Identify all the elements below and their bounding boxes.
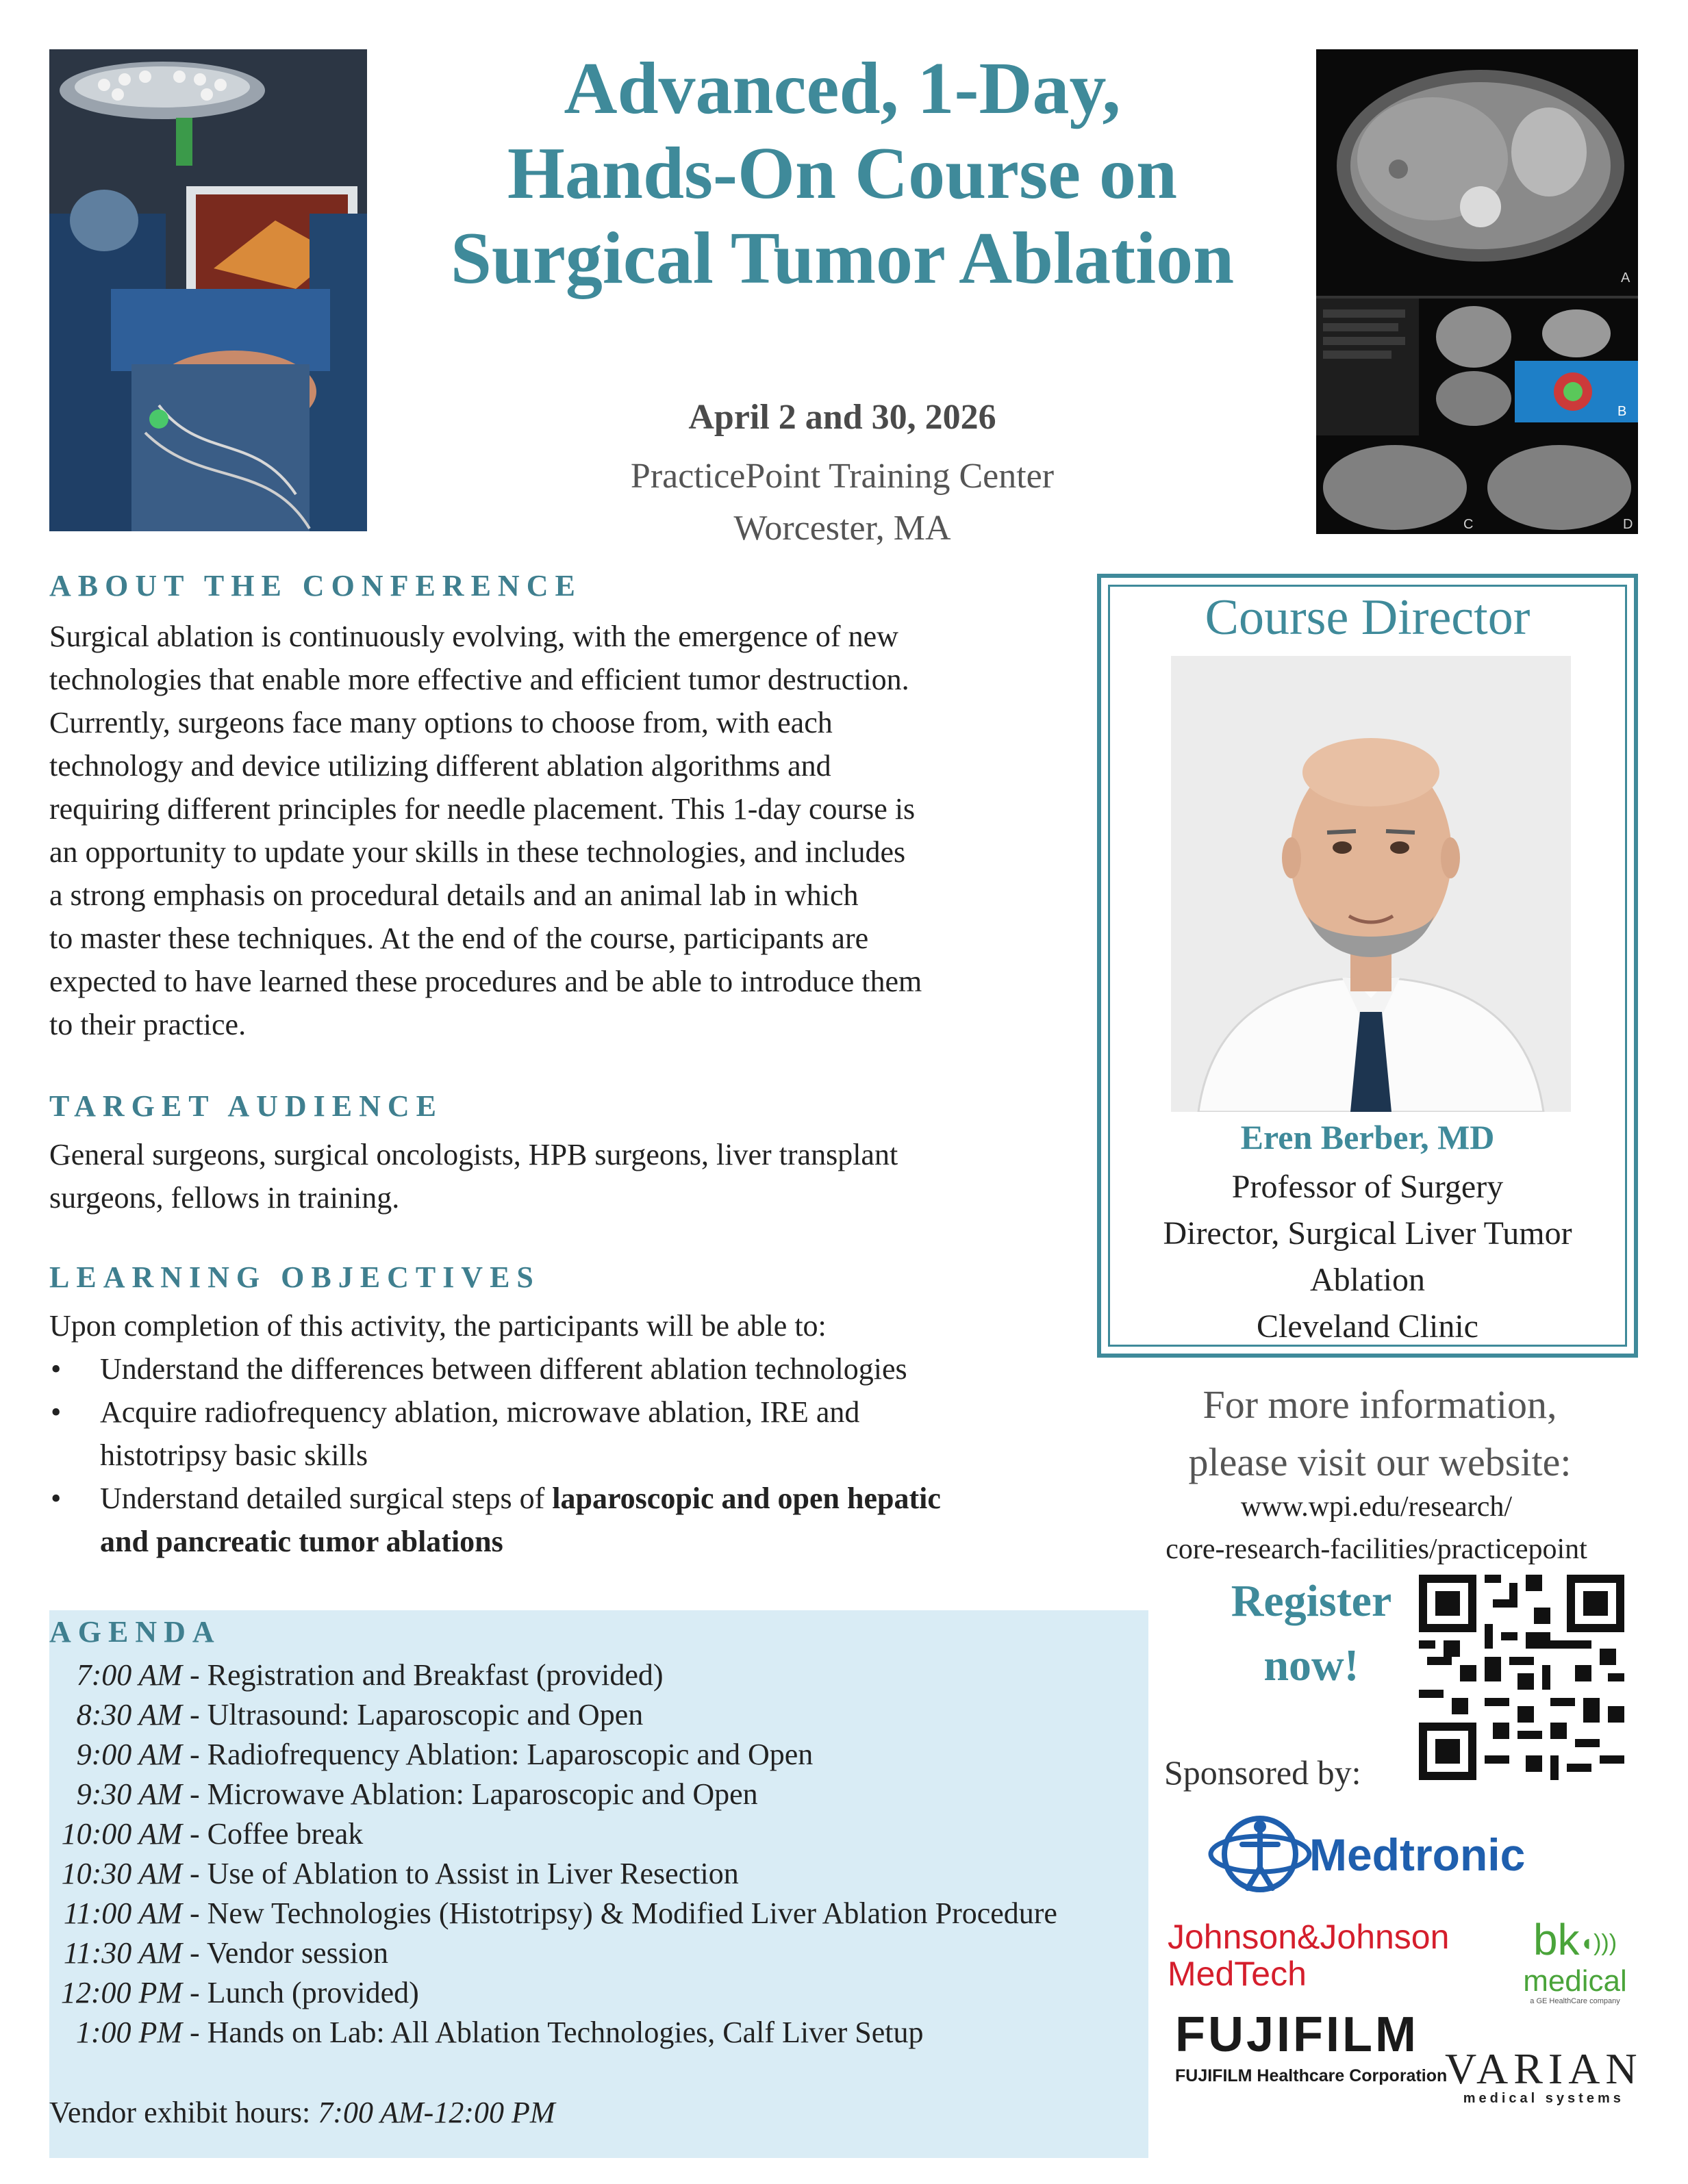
title-line-1: Advanced, 1-Day, — [564, 48, 1121, 129]
website-url-line[interactable]: core-research-facilities/practicepoint — [1166, 1534, 1587, 1565]
agenda-item: - New Technologies (Histotripsy) & Modified Liver Ablation Procedure — [190, 1896, 1057, 1930]
about-heading: ABOUT THE CONFERENCE — [49, 569, 582, 602]
agenda-time: 10:30 AM — [61, 1857, 182, 1890]
ct-label-b: B — [1617, 404, 1627, 419]
target-line: General surgeons, surgical oncologists, HPB surgeons, liver transplant — [49, 1138, 898, 1171]
ct-scan-image — [1316, 49, 1638, 534]
about-paragraph — [49, 615, 1104, 1046]
agenda-item: - Lunch (provided) — [190, 1976, 419, 2009]
agenda-row — [49, 1655, 1148, 1695]
director-info-line: Director, Surgical Liver Tumor — [1163, 1215, 1572, 1252]
about-line: technologies that enable more effective and efficient tumor destruction. — [49, 663, 909, 696]
about-line: an opportunity to update your skills in these technologies, and includes — [49, 835, 906, 869]
agenda-row — [49, 1695, 1148, 1735]
agenda-time: 8:30 AM — [76, 1698, 182, 1731]
about-line: technology and device utilizing different ablation algorithms and — [49, 749, 831, 783]
vendor-hours — [49, 2095, 555, 2130]
varian-subtext: medical systems — [1463, 2091, 1624, 2106]
jj-medtech: MedTech — [1168, 1955, 1307, 1993]
register-line: now! — [1263, 1640, 1359, 1690]
signal-icon: ◖))) — [1579, 1930, 1617, 1957]
director-info-line: Ablation — [1310, 1262, 1425, 1298]
event-venue: PracticePoint Training Center — [630, 457, 1055, 496]
varian-logo — [1445, 2044, 1643, 2107]
target-audience-heading: TARGET AUDIENCE — [49, 1089, 444, 1123]
more-info-line: For more information, — [1202, 1382, 1557, 1427]
agenda-time: 9:00 AM — [76, 1738, 182, 1771]
about-line: a strong emphasis on procedural details and an animal lab in which — [49, 878, 859, 912]
ct-label-d: D — [1623, 517, 1633, 532]
bk-wordmark: bk — [1533, 1915, 1580, 1964]
objective-bold-text: and pancreatic tumor ablations — [100, 1525, 503, 1558]
director-info-line: Cleveland Clinic — [1257, 1308, 1478, 1345]
bullet: • — [51, 1482, 62, 1515]
objective-text: Understand detailed surgical steps of — [100, 1482, 553, 1515]
website-url-line[interactable]: www.wpi.edu/research/ — [1240, 1491, 1513, 1523]
varian-wordmark: VARIAN — [1445, 2044, 1643, 2093]
ct-label-a: A — [1621, 270, 1630, 285]
title-line-3: Surgical Tumor Ablation — [450, 218, 1235, 299]
jj-wordmark: Johnson&Johnson — [1168, 1918, 1450, 1956]
about-line: Currently, surgeons face many options to choose from, with each — [49, 706, 833, 739]
agenda-item: - Radiofrequency Ablation: Laparoscopic and Open — [190, 1738, 814, 1771]
target-line: surgeons, fellows in training. — [49, 1181, 400, 1215]
agenda-item: - Ultrasound: Laparoscopic and Open — [190, 1698, 644, 1731]
director-info — [1103, 1164, 1633, 1350]
agenda-item: - Registration and Breakfast (provided) — [190, 1658, 664, 1692]
fujifilm-logo — [1175, 2007, 1447, 2086]
vendor-hours-value: 7:00 AM-12:00 PM — [318, 2096, 555, 2129]
agenda-row — [49, 1854, 1148, 1894]
fujifilm-subtext: FUJIFILM Healthcare Corporation — [1175, 2066, 1448, 2085]
agenda-time: 9:30 AM — [76, 1777, 182, 1811]
objective-text: Understand the differences between different ablation technologies — [100, 1352, 907, 1386]
bullet: • — [51, 1395, 62, 1429]
course-title — [370, 47, 1315, 301]
event-city: Worcester, MA — [733, 509, 951, 548]
title-line-2: Hands-On Course on — [507, 133, 1178, 214]
medtronic-logo — [1205, 1807, 1575, 1903]
bk-medical-logo — [1507, 1917, 1643, 2005]
medtronic-wordmark: Medtronic — [1309, 1829, 1526, 1880]
ct-label-c: C — [1463, 517, 1474, 532]
agenda-list — [49, 1655, 1148, 2053]
objective-item — [49, 1347, 1118, 1391]
operating-room-photo — [49, 49, 367, 531]
agenda-row — [49, 1735, 1148, 1775]
vendor-label: Vendor exhibit hours: — [49, 2096, 318, 2129]
agenda-row — [49, 1775, 1148, 1814]
event-location — [370, 450, 1315, 555]
agenda-row — [49, 1814, 1148, 1854]
director-info-line: Professor of Surgery — [1231, 1169, 1504, 1205]
about-line: requiring different principles for needle placement. This 1-day course is — [49, 792, 916, 826]
about-line: to master these techniques. At the end of the course, participants are — [49, 922, 869, 955]
objective-bold-text: laparoscopic and open hepatic — [552, 1482, 941, 1515]
johnson-and-johnson-logo — [1168, 1918, 1449, 1992]
objective-text: histotripsy basic skills — [100, 1438, 368, 1472]
fujifilm-wordmark: FUJIFILM — [1175, 2007, 1419, 2062]
objective-text: Acquire radiofrequency ablation, microwave ablation, IRE and — [100, 1395, 860, 1429]
agenda-row — [49, 1894, 1148, 1933]
agenda-time: 11:30 AM — [63, 1936, 182, 1970]
event-date: April 2 and 30, 2026 — [688, 398, 996, 437]
director-portrait — [1171, 656, 1571, 1112]
agenda-row — [49, 1933, 1148, 1973]
register-now-text — [1185, 1569, 1438, 1698]
agenda-item: - Vendor session — [190, 1936, 389, 1970]
bk-medical-text: medical — [1523, 1964, 1627, 1998]
learning-objectives-heading: LEARNING OBJECTIVES — [49, 1260, 540, 1294]
objectives-intro: Upon completion of this activity, the participants will be able to: — [49, 1309, 827, 1343]
agenda-time: 12:00 PM — [60, 1976, 182, 2009]
agenda-item: - Microwave Ablation: Laparoscopic and Open — [190, 1777, 758, 1811]
more-info-line: please visit our website: — [1188, 1440, 1572, 1484]
sponsored-by-label: Sponsored by: — [1164, 1753, 1361, 1792]
objective-item — [49, 1477, 1118, 1563]
objective-item — [49, 1391, 1118, 1477]
course-director-title: Course Director — [1205, 589, 1530, 646]
target-audience-text — [49, 1133, 1104, 1219]
director-name: Eren Berber, MD — [1240, 1118, 1495, 1156]
bk-ge-subtext: a GE HealthCare company — [1530, 1997, 1620, 2006]
agenda-item: - Use of Ablation to Assist in Liver Resection — [190, 1857, 739, 1890]
agenda-time: 11:00 AM — [63, 1896, 182, 1930]
agenda-time: 10:00 AM — [61, 1817, 182, 1851]
about-line: Surgical ablation is continuously evolving, with the emergence of new — [49, 620, 898, 653]
agenda-row — [49, 2013, 1148, 2053]
agenda-item: - Hands on Lab: All Ablation Technologies, Calf Liver Setup — [190, 2016, 924, 2049]
about-line: to their practice. — [49, 1008, 247, 1041]
website-link[interactable] — [1096, 1486, 1657, 1571]
objectives-list — [49, 1347, 1118, 1563]
agenda-row — [49, 1973, 1148, 2013]
agenda-time: 7:00 AM — [76, 1658, 182, 1692]
more-info-text — [1109, 1376, 1650, 1491]
about-line: expected to have learned these procedures and be able to introduce them — [49, 965, 922, 998]
bullet: • — [51, 1352, 62, 1386]
agenda-time: 1:00 PM — [75, 2016, 182, 2049]
agenda-heading: AGENDA — [49, 1615, 221, 1649]
agenda-item: - Coffee break — [190, 1817, 364, 1851]
register-line: Register — [1231, 1576, 1392, 1626]
qr-code-icon[interactable] — [1419, 1575, 1624, 1780]
